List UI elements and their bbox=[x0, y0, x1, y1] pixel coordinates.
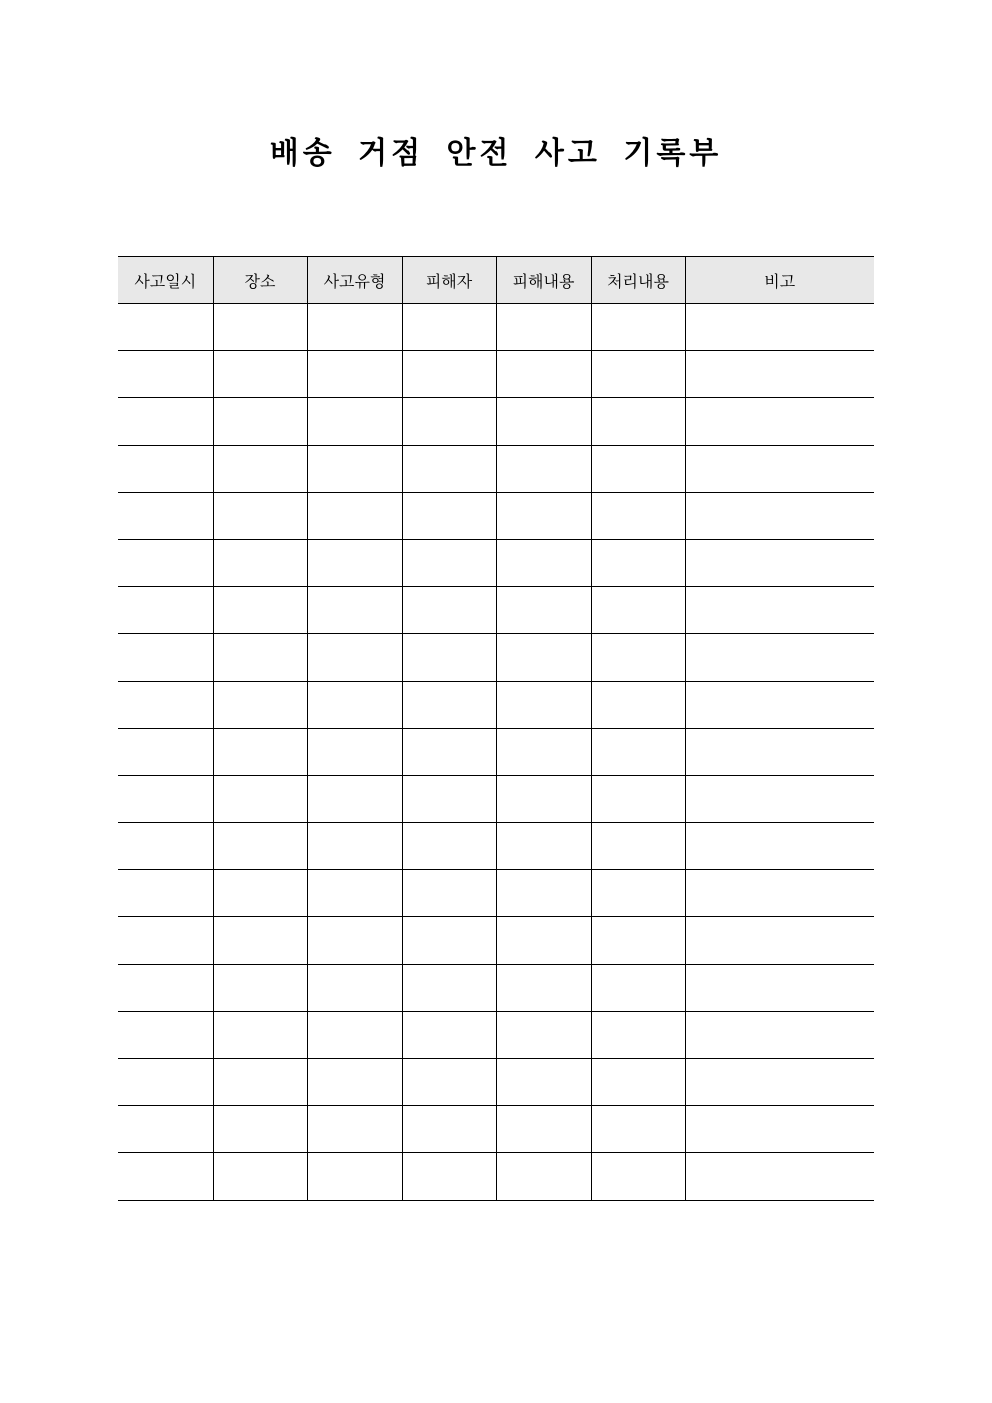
table-cell[interactable] bbox=[591, 1153, 685, 1200]
table-cell[interactable] bbox=[685, 1059, 874, 1106]
table-cell[interactable] bbox=[685, 634, 874, 681]
table-cell[interactable] bbox=[118, 1059, 213, 1106]
table-cell[interactable] bbox=[402, 398, 496, 445]
table-cell[interactable] bbox=[307, 728, 402, 775]
table-cell[interactable] bbox=[685, 870, 874, 917]
table-cell[interactable] bbox=[496, 492, 591, 539]
table-cell[interactable] bbox=[496, 304, 591, 351]
accident-log-table bbox=[118, 256, 874, 1201]
table-row bbox=[118, 1106, 874, 1153]
table-cell[interactable] bbox=[307, 351, 402, 398]
table-cell[interactable] bbox=[402, 1153, 496, 1200]
column-header-handling-details: 처리내용 bbox=[591, 257, 685, 304]
table-cell[interactable] bbox=[496, 728, 591, 775]
table-cell[interactable] bbox=[213, 351, 307, 398]
table-cell[interactable] bbox=[685, 964, 874, 1011]
table-cell[interactable] bbox=[118, 917, 213, 964]
table-cell[interactable] bbox=[496, 445, 591, 492]
table-cell[interactable] bbox=[307, 445, 402, 492]
column-header-accident-datetime: 사고일시 bbox=[118, 257, 213, 304]
table-cell[interactable] bbox=[685, 823, 874, 870]
table-cell[interactable] bbox=[496, 634, 591, 681]
table-row bbox=[118, 964, 874, 1011]
table-cell[interactable] bbox=[213, 1106, 307, 1153]
table-body bbox=[118, 304, 874, 1201]
table-cell[interactable] bbox=[213, 1011, 307, 1058]
table-cell[interactable] bbox=[591, 728, 685, 775]
table-cell[interactable] bbox=[307, 492, 402, 539]
table-cell[interactable] bbox=[685, 1106, 874, 1153]
table-cell[interactable] bbox=[685, 492, 874, 539]
table-cell[interactable] bbox=[496, 587, 591, 634]
table-cell[interactable] bbox=[213, 681, 307, 728]
table-cell[interactable] bbox=[307, 1153, 402, 1200]
table-cell[interactable] bbox=[591, 681, 685, 728]
table-row bbox=[118, 1153, 874, 1200]
table-cell[interactable] bbox=[402, 1011, 496, 1058]
table-cell[interactable] bbox=[213, 445, 307, 492]
table-cell[interactable] bbox=[213, 539, 307, 586]
table-cell[interactable] bbox=[591, 775, 685, 822]
table-cell[interactable] bbox=[307, 634, 402, 681]
table-cell[interactable] bbox=[307, 823, 402, 870]
table-cell[interactable] bbox=[496, 398, 591, 445]
table-cell[interactable] bbox=[402, 587, 496, 634]
table-cell[interactable] bbox=[402, 728, 496, 775]
table-cell[interactable] bbox=[685, 1011, 874, 1058]
table-cell[interactable] bbox=[118, 1011, 213, 1058]
table-cell[interactable] bbox=[591, 492, 685, 539]
table-row bbox=[118, 917, 874, 964]
table-cell[interactable] bbox=[307, 539, 402, 586]
table-cell[interactable] bbox=[402, 1106, 496, 1153]
table-row bbox=[118, 728, 874, 775]
table-cell[interactable] bbox=[307, 1011, 402, 1058]
table-cell[interactable] bbox=[591, 870, 685, 917]
table-cell[interactable] bbox=[591, 445, 685, 492]
table-cell[interactable] bbox=[402, 917, 496, 964]
table-cell[interactable] bbox=[685, 304, 874, 351]
table-header-row bbox=[118, 257, 874, 304]
table-cell[interactable] bbox=[118, 304, 213, 351]
table-cell[interactable] bbox=[118, 634, 213, 681]
table-row bbox=[118, 351, 874, 398]
table-cell[interactable] bbox=[591, 917, 685, 964]
table-cell[interactable] bbox=[591, 1106, 685, 1153]
table-row bbox=[118, 634, 874, 681]
table-row bbox=[118, 304, 874, 351]
table-cell[interactable] bbox=[118, 775, 213, 822]
table-cell[interactable] bbox=[496, 775, 591, 822]
table-cell[interactable] bbox=[118, 351, 213, 398]
page-title: 배송 거점 안전 사고 기록부 bbox=[269, 136, 723, 171]
table-row bbox=[118, 539, 874, 586]
table-cell[interactable] bbox=[496, 539, 591, 586]
table-cell[interactable] bbox=[213, 823, 307, 870]
table-cell[interactable] bbox=[307, 1106, 402, 1153]
table-cell[interactable] bbox=[402, 445, 496, 492]
table-cell[interactable] bbox=[213, 728, 307, 775]
table-row bbox=[118, 1059, 874, 1106]
table-cell[interactable] bbox=[213, 492, 307, 539]
table-cell[interactable] bbox=[118, 681, 213, 728]
table-cell[interactable] bbox=[496, 1106, 591, 1153]
table-row bbox=[118, 492, 874, 539]
table-cell[interactable] bbox=[118, 728, 213, 775]
table-cell[interactable] bbox=[496, 1011, 591, 1058]
table-cell[interactable] bbox=[591, 1059, 685, 1106]
table-cell[interactable] bbox=[685, 539, 874, 586]
table-cell[interactable] bbox=[402, 539, 496, 586]
table-cell[interactable] bbox=[307, 775, 402, 822]
table-cell[interactable] bbox=[685, 917, 874, 964]
table-row bbox=[118, 398, 874, 445]
table-cell[interactable] bbox=[307, 681, 402, 728]
table-cell[interactable] bbox=[402, 1059, 496, 1106]
table-cell[interactable] bbox=[591, 351, 685, 398]
column-header-location: 장소 bbox=[213, 257, 307, 304]
table-cell[interactable] bbox=[591, 964, 685, 1011]
table-cell[interactable] bbox=[118, 870, 213, 917]
table-cell[interactable] bbox=[118, 823, 213, 870]
table-cell[interactable] bbox=[496, 917, 591, 964]
table-cell[interactable] bbox=[402, 775, 496, 822]
table-cell[interactable] bbox=[591, 1011, 685, 1058]
table-cell[interactable] bbox=[685, 398, 874, 445]
table-cell[interactable] bbox=[685, 587, 874, 634]
table-cell[interactable] bbox=[591, 539, 685, 586]
table-cell[interactable] bbox=[213, 870, 307, 917]
table-cell[interactable] bbox=[402, 634, 496, 681]
table-cell[interactable] bbox=[213, 398, 307, 445]
column-header-victim: 피해자 bbox=[402, 257, 496, 304]
table-cell[interactable] bbox=[685, 728, 874, 775]
table-cell[interactable] bbox=[307, 587, 402, 634]
table-cell[interactable] bbox=[213, 1153, 307, 1200]
table-cell[interactable] bbox=[402, 823, 496, 870]
table-cell[interactable] bbox=[685, 351, 874, 398]
table-cell[interactable] bbox=[591, 587, 685, 634]
table-cell[interactable] bbox=[685, 445, 874, 492]
table-cell[interactable] bbox=[213, 304, 307, 351]
table-cell[interactable] bbox=[496, 823, 591, 870]
table-cell[interactable] bbox=[118, 445, 213, 492]
table-cell[interactable] bbox=[496, 681, 591, 728]
table-cell[interactable] bbox=[307, 964, 402, 1011]
table-cell[interactable] bbox=[307, 1059, 402, 1106]
table-cell[interactable] bbox=[213, 1059, 307, 1106]
table-cell[interactable] bbox=[213, 917, 307, 964]
table-cell[interactable] bbox=[118, 964, 213, 1011]
table-cell[interactable] bbox=[307, 917, 402, 964]
table-cell[interactable] bbox=[118, 398, 213, 445]
table-cell[interactable] bbox=[496, 351, 591, 398]
table-cell[interactable] bbox=[496, 964, 591, 1011]
table-cell[interactable] bbox=[402, 681, 496, 728]
table-row bbox=[118, 1011, 874, 1058]
table-row bbox=[118, 775, 874, 822]
table-cell[interactable] bbox=[591, 823, 685, 870]
table-cell[interactable] bbox=[591, 634, 685, 681]
table-cell[interactable] bbox=[213, 964, 307, 1011]
table-cell[interactable] bbox=[118, 1106, 213, 1153]
table-cell[interactable] bbox=[307, 870, 402, 917]
table-cell[interactable] bbox=[213, 775, 307, 822]
table-cell[interactable] bbox=[496, 1059, 591, 1106]
table-cell[interactable] bbox=[402, 870, 496, 917]
table-cell[interactable] bbox=[118, 1153, 213, 1200]
table-row bbox=[118, 587, 874, 634]
table-cell[interactable] bbox=[496, 870, 591, 917]
table-row bbox=[118, 445, 874, 492]
table-cell[interactable] bbox=[307, 304, 402, 351]
table-cell[interactable] bbox=[118, 587, 213, 634]
table-cell[interactable] bbox=[118, 492, 213, 539]
table-cell[interactable] bbox=[213, 634, 307, 681]
table-row bbox=[118, 870, 874, 917]
table-cell[interactable] bbox=[402, 304, 496, 351]
table-cell[interactable] bbox=[402, 351, 496, 398]
column-header-damage-details: 피해내용 bbox=[496, 257, 591, 304]
table-cell[interactable] bbox=[591, 398, 685, 445]
column-header-accident-type: 사고유형 bbox=[307, 257, 402, 304]
table-cell[interactable] bbox=[118, 539, 213, 586]
table-cell[interactable] bbox=[685, 681, 874, 728]
column-header-remarks: 비고 bbox=[685, 257, 874, 304]
table-cell[interactable] bbox=[402, 964, 496, 1011]
table-cell[interactable] bbox=[685, 775, 874, 822]
table-cell[interactable] bbox=[213, 587, 307, 634]
table-cell[interactable] bbox=[496, 1153, 591, 1200]
table-cell[interactable] bbox=[591, 304, 685, 351]
table-cell[interactable] bbox=[685, 1153, 874, 1200]
table-row bbox=[118, 681, 874, 728]
table-cell[interactable] bbox=[307, 398, 402, 445]
table-row bbox=[118, 823, 874, 870]
table-cell[interactable] bbox=[402, 492, 496, 539]
